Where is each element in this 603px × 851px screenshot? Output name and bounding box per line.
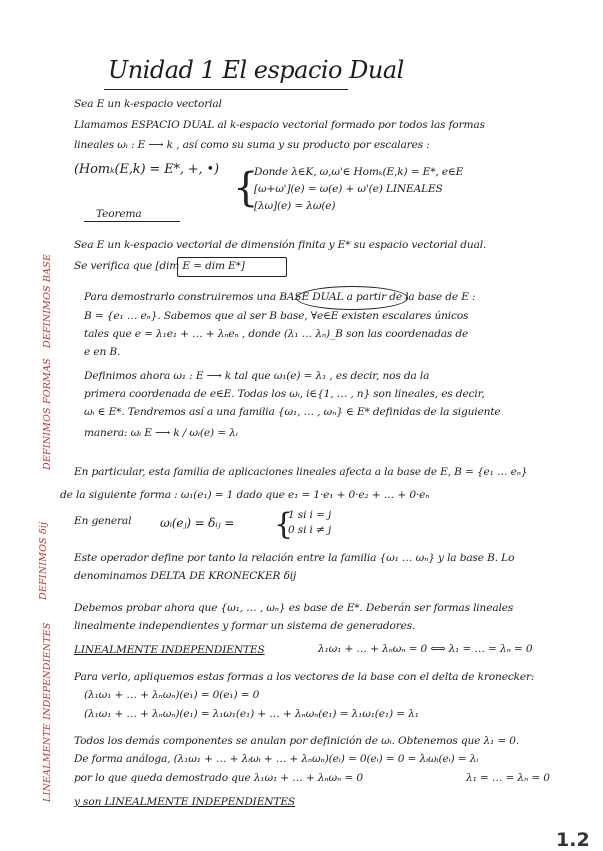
line-17: manera: ωᵢ E ⟶ k / ωᵢ(e) = λᵢ — [84, 427, 238, 439]
line-12: tales que e = λ₁e₁ + … + λₙeₙ , donde (λ₁ … λₙ)_B son las coordenadas de — [84, 328, 469, 340]
line-28: (λ₁ω₁ + … + λₙωₙ)(e₁) = λ₁ω₁(e₁) + … + λₙωₙ(e₁) = λ₁ω₁(e₁) = λ₁ — [84, 708, 419, 720]
line-32: y son LINEALMENTE INDEPENDIENTES — [74, 796, 296, 808]
line-1: Sea E un k-espacio vectorial — [74, 98, 222, 110]
line-4b: Donde λ∈K, ω,ω'∈ Homₖ(E,k) = E*, e∈E — [254, 166, 464, 178]
line-24: linealmente independientes y formar un sistema de generadores. — [74, 620, 416, 632]
base-dual-oval — [296, 286, 408, 310]
line-23: Debemos probar ahora que {ω₁, … , ωₙ} es base de E*. Deberán ser formas lineales — [74, 602, 514, 614]
line-29: Todos los demás componentes se anulan por definición de ωᵢ. Obtenemos que λ₁ = 0. — [74, 735, 520, 747]
line-21: Este operador define por tanto la relación entre la familia {ω₁ … ωₙ} y la base B. Lo — [74, 552, 515, 564]
theorem-box — [177, 257, 287, 277]
title-underline — [104, 89, 348, 90]
line-30: De forma análoga, (λ₁ω₁ + … + λᵢωᵢ + … + λₙωₙ)(eᵢ) = 0(eᵢ) = 0 = λᵢωᵢ(eᵢ) = λᵢ — [74, 753, 479, 765]
line-22: denominamos DELTA DE KRONECKER δij — [74, 570, 297, 582]
line-5: [ω+ω'](e) = ω(e) + ω'(e) LINEALES — [254, 183, 443, 195]
line-15: primera coordenada de e∈E. Todas los ωᵢ, i∈{1, … , n} son lineales, es decir, — [84, 388, 485, 400]
kronecker-brace: { — [274, 507, 294, 542]
line-11: B = {e₁ … eₙ}. Sabemos que al ser B base, ∀e∈E existen escalares únicos — [84, 310, 469, 322]
definition-brace: { — [233, 165, 259, 211]
line-31: por lo que queda demostrado que λ₁ω₁ + … + λₙωₙ = 0 — [74, 772, 363, 784]
line-13: e en B. — [84, 346, 121, 358]
page-title: Unidad 1 El espacio Dual — [108, 56, 404, 84]
line-14: Definimos ahora ω₁ : E ⟶ k tal que ω₁(e) = λ₁ , es decir, nos da la — [84, 370, 430, 382]
line-10: Para demostrarlo construiremos una BASE DUAL a partir de la base de E : — [84, 291, 476, 303]
side-label-definimos-base: DEFINIMOS BASE — [42, 253, 53, 348]
side-label-definimos-formas: DEFINIMOS FORMAS — [42, 358, 53, 470]
line-19: de la siguiente forma : ω₁(e₁) = 1 dado que e₁ = 1·e₁ + 0·e₂ + … + 0·eₙ — [60, 489, 430, 501]
theorem-heading: Teorema — [96, 208, 142, 220]
line-2: Llamamos ESPACIO DUAL al k-espacio vectorial formado por todos las formas — [74, 119, 485, 131]
page-number: 1.2 — [556, 829, 590, 851]
line-3: lineales ωᵢ : E ⟶ k , así como su suma y su producto por escalares : — [74, 139, 430, 151]
line-27: (λ₁ω₁ + … + λₙωₙ)(e₁) = 0(e₁) = 0 — [84, 689, 260, 701]
line-25a: LINEALMENTE INDEPENDIENTES — [74, 644, 265, 656]
line-6: [λω](e) = λω(e) — [254, 200, 336, 212]
line-20b: ωᵢ(eⱼ) = δᵢⱼ = — [160, 516, 235, 530]
line-4a: (Homₖ(E,k) = E*, +, •) — [74, 162, 219, 177]
theorem-underline — [84, 221, 180, 222]
line-31b: λ₁ = … = λₙ = 0 — [466, 772, 550, 784]
line-16: ωᵢ ∈ E*. Tendremos así a una familia {ω₁, … , ωₙ} ∈ E* definidas de la siguiente — [84, 406, 501, 418]
line-8: Sea E un k-espacio vectorial de dimensión finita y E* su espacio vectorial dual. — [74, 239, 487, 251]
line-26: Para verlo, apliquemos estas formas a los vectores de la base con el delta de kronecker: — [74, 671, 535, 683]
line-9: Se verifica que [dim E = dim E*] — [74, 260, 245, 272]
line-20d: 0 si i ≠ j — [288, 524, 332, 536]
side-label-definimos-delta: DEFINIMOS δij — [38, 521, 49, 600]
side-label-linealmente-independientes: LINEALMENTE INDEPENDIENTES — [42, 622, 53, 802]
line-20c: 1 si i = j — [288, 509, 332, 521]
line-25b: λ₁ω₁ + … + λₙωₙ = 0 ⟺ λ₁ = … = λₙ = 0 — [318, 643, 533, 655]
line-18: En particular, esta familia de aplicaciones lineales afecta a la base de E, B = {e₁ … eₙ} — [74, 466, 528, 478]
line-20a: En general — [74, 515, 132, 527]
